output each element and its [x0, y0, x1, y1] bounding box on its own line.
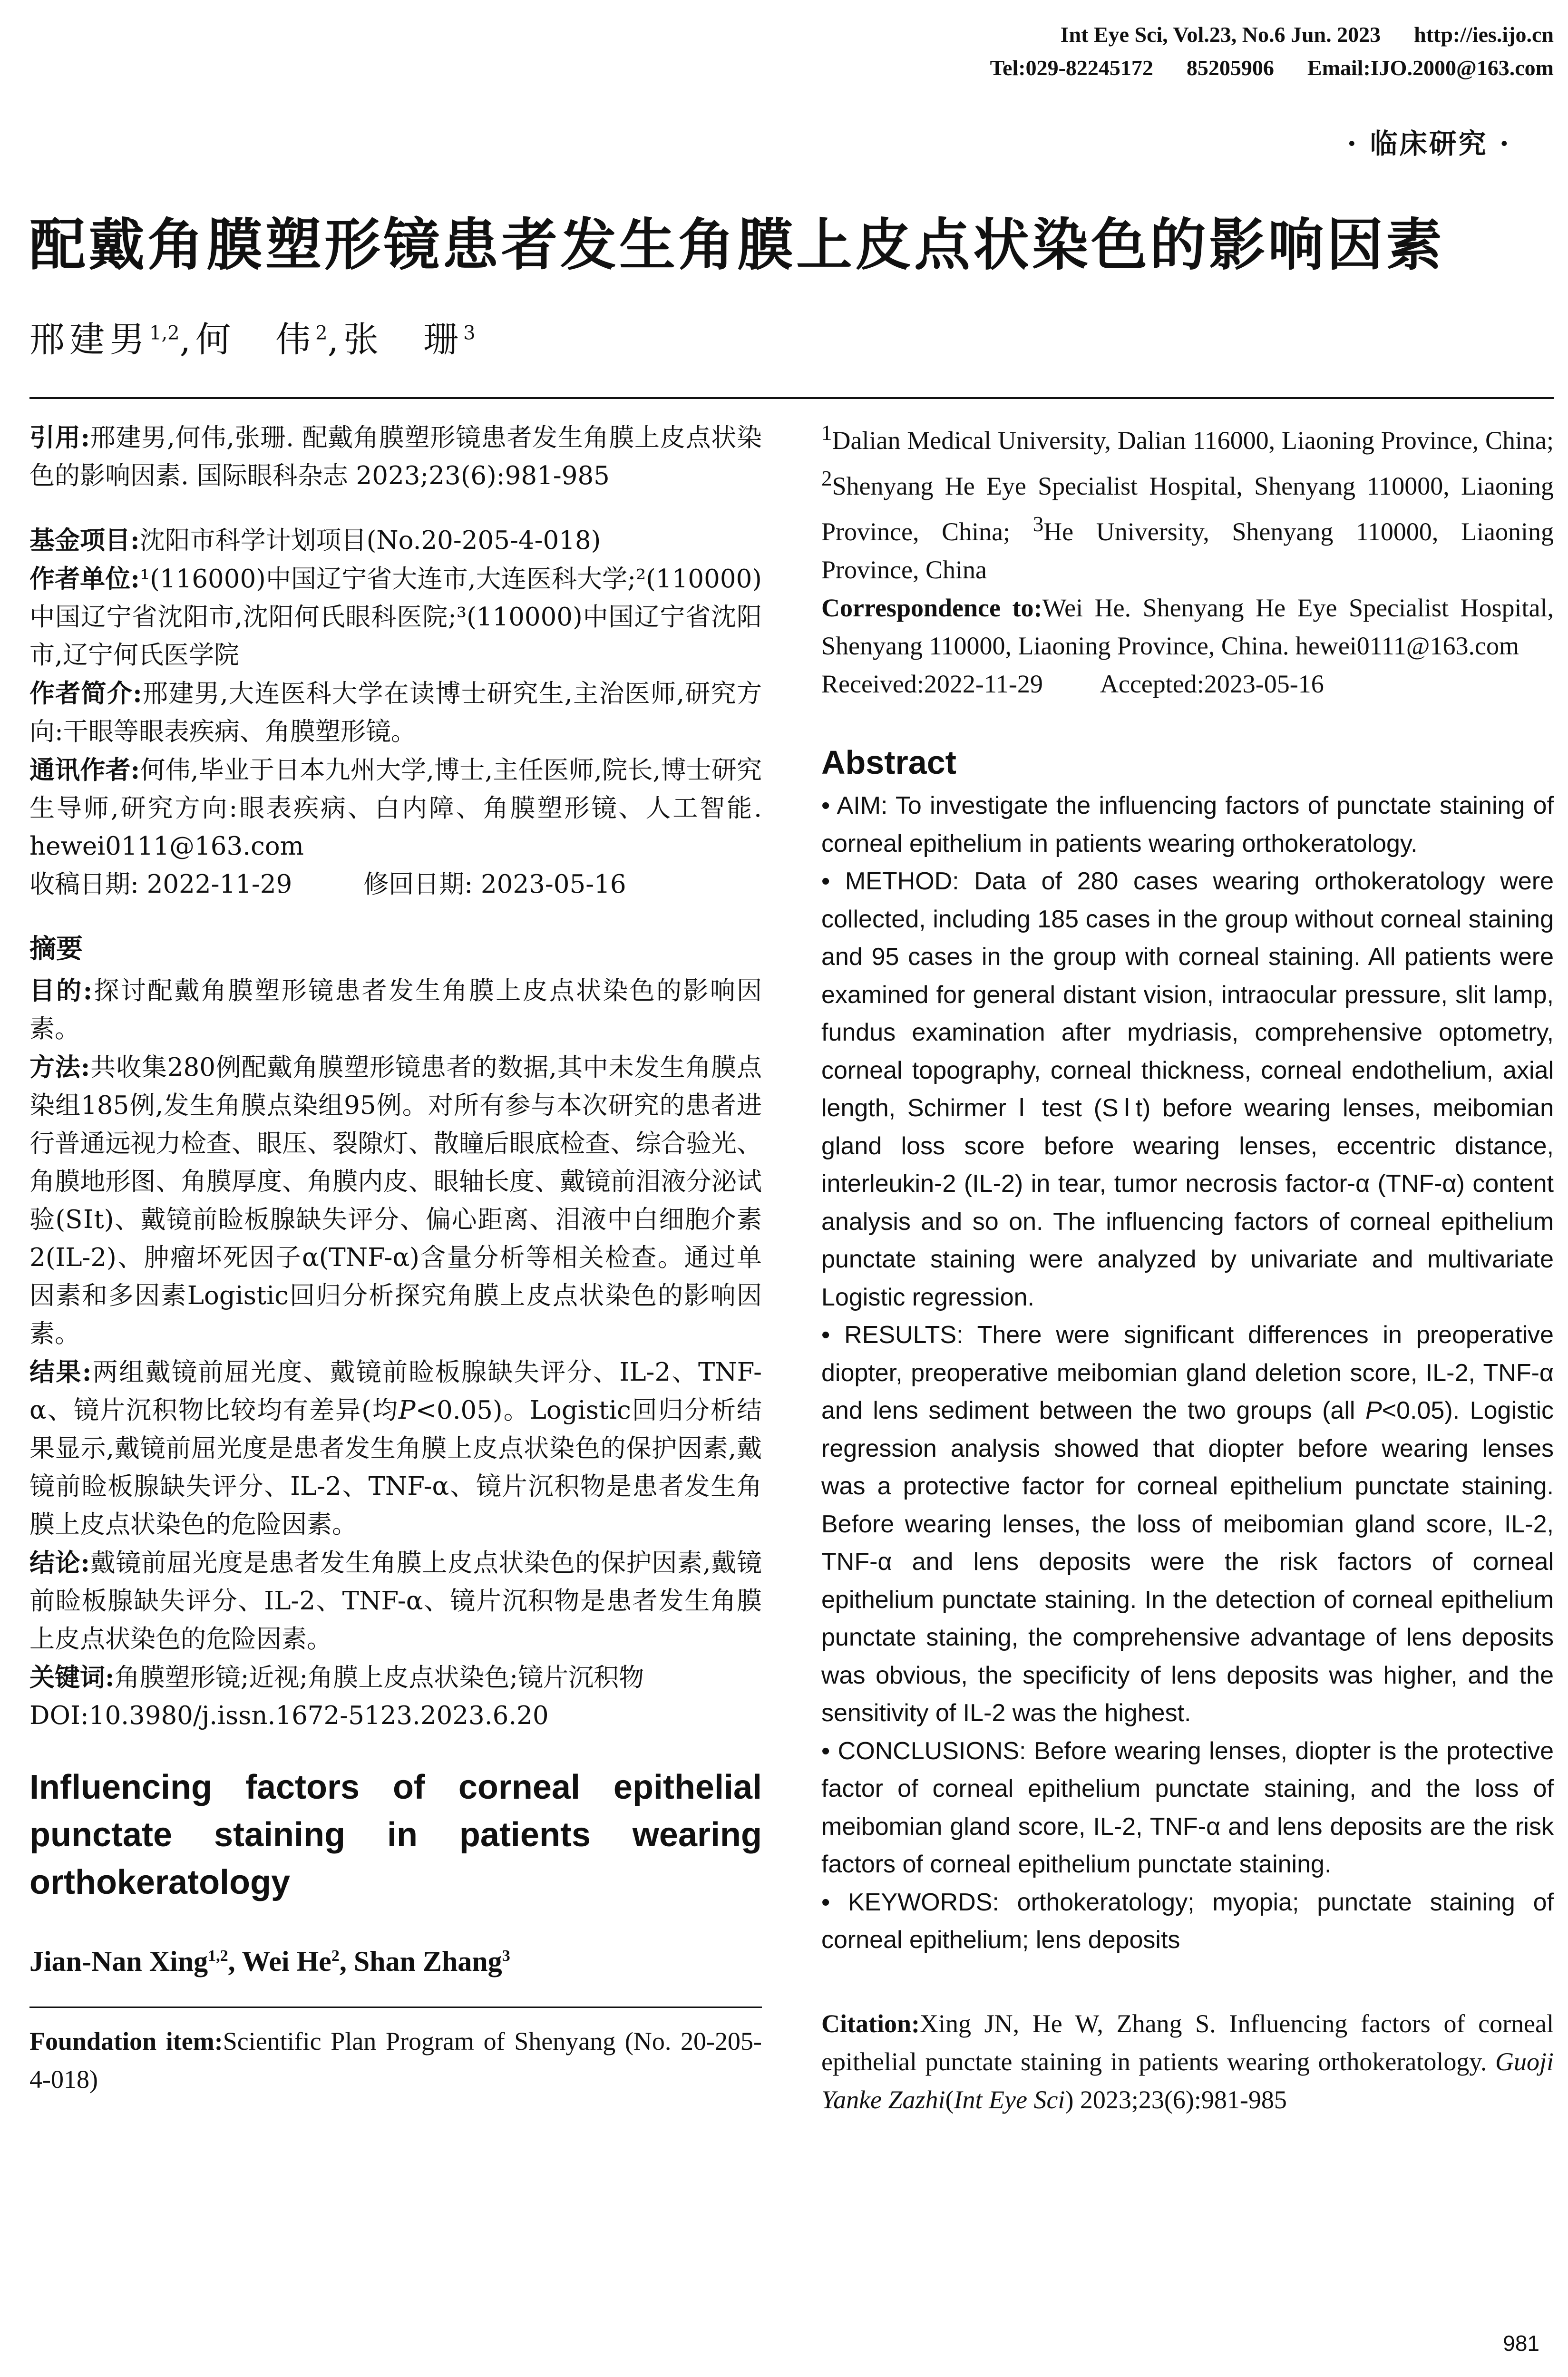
abstract-en-result: • RESULTS: There were significant differences in preoperative diopter, preoperative meibomian gland deletion score, IL-2, TNF-α and lens sediment between the two groups (all P<0.05). Logistic regression analysis showed that diopter before wearing lenses was a protective factor for corneal epithelium punctate staining. Before wearing lenses, the loss of meibomian gland score, IL-2, TNF-α and lens deposits were the risk factors of corneal epithelium punctate staining. In the detection of corneal epithelium punctate staining, the comprehensive advantage of lens deposits was obvious, the specificity of lens deposits was higher, and the sensitivity of IL-2 was the highest.	[821, 1321, 1554, 1727]
citation-cn: 引用:邢建男,何伟,张珊. 配戴角膜塑形镜患者发生角膜上皮点状染色的影响因素. 国际眼科杂志 2023;23(6):981-985	[29, 423, 762, 490]
corresponding-author: 通讯作者:何伟,毕业于日本九州大学,博士,主任医师,院长,博士研究生导师,研究方向:眼表疾病、白内障、角膜塑形镜、人工智能. hewei0111@163.com	[29, 755, 762, 861]
authors-en: Jian-Nan Xing$^{1,2}$, Wei He$^2$, Shan Zhang$^3$	[29, 1946, 510, 1977]
title-divider	[29, 397, 1554, 399]
dates-en: Received:2022-11-29 Accepted:2023-05-16	[821, 670, 1324, 698]
right-column	[821, 414, 1554, 2119]
abstract-cn-method: 方法:共收集280例配戴角膜塑形镜患者的数据,其中未发生角膜点染组185例,发生角膜点染组95例。对所有参与本次研究的患者进行普通远视力检查、眼压、裂隙灯、散瞳后眼底检查、综合验光、角膜地形图、角膜厚度、角膜内皮、眼轴长度、戴镜前泪液分泌试验(SⅠt)、戴镜前睑板腺缺失评分、偏心距离、泪液中白细胞介素2(IL-2)、肿瘤坏死因子α(TNF-α)含量分析等相关检查。通过单因素和多因素Logistic回归分析探究角膜上皮点状染色的影响因素。	[29, 1052, 762, 1348]
running-header-line2	[990, 51, 1554, 85]
author-2: ,何 伟	[179, 319, 316, 360]
citation-en: Citation:Xing JN, He W, Zhang S. Influencing factors of corneal epithelial punctate staining in patients wearing orthokeratology. Guoji Yanke Zazhi(Int Eye Sci) 2023;23(6):981-985	[821, 2009, 1554, 2114]
article-info	[29, 521, 762, 904]
author-1-aff: 1,2	[149, 322, 180, 344]
abstract-cn-result: 结果:两组戴镜前屈光度、戴镜前睑板腺缺失评分、IL-2、TNF-α、镜片沉积物比较均有差异(均P<0.05)。Logistic回归分析结果显示,戴镜前屈光度是患者发生角膜上皮点状染色的保护因素,戴镜前睑板腺缺失评分、IL-2、TNF-α、镜片沉积物是患者发生角膜上皮点状染色的危险因素。	[29, 1357, 762, 1539]
abstract-en-conclusion: • CONCLUSIONS: Before wearing lenses, diopter is the protective factor of corneal epithelium punctate staining, and the loss of meibomian gland score, IL-2, TNF-α and lens deposits are the risk factors of corneal epithelium punctate staining.	[821, 1737, 1554, 1878]
abstract-cn-keywords: 关键词:角膜塑形镜;近视;角膜上皮点状染色;镜片沉积物	[29, 1663, 644, 1692]
authors-divider	[29, 2007, 762, 2008]
running-header-line1	[1061, 18, 1554, 51]
author-3-aff: 3	[463, 322, 476, 344]
abstract-en-heading: Abstract	[821, 744, 956, 781]
dates-cn: 收稿日期: 2022-11-29 修回日期: 2023-05-16	[29, 870, 626, 899]
abstract-en-method: • METHOD: Data of 280 cases wearing orthokeratology were collected, including 185 cases in the group without corneal staining and 95 cases in the group with corneal staining. All patients were examined for general distant vision, intraocular pressure, slit lamp, fundus examination after mydriasis, comprehensive optometry, corneal topography, corneal thickness, corneal endothelium, axial length, Schirmer Ⅰ test (SⅠt) before wearing lenses, meibomian gland loss score before wearing lenses, eccentric distance, interleukin-2 (IL-2) in tear, tumor necrosis factor-α (TNF-α) content analysis and so on. The influencing factors of corneal epithelium punctate staining were analyzed by univariate and multivariate Logistic regression.	[821, 867, 1554, 1311]
author-3: ,张 珊	[327, 319, 464, 360]
journal-email: Email:IJO.2000@163.com	[1307, 56, 1554, 80]
affiliations-en: $^1$Dalian Medical University, Dalian 116000, Liaoning Province, China; $^2$Shenyang He Eye Specialist Hospital, Shenyang 110000, Liaoning Province, China; $^3$He University, Shenyang 110000, Liaoning Province, China	[821, 421, 1554, 584]
page-number: 981	[1503, 2331, 1539, 2356]
paper-title-en: Influencing factors of corneal epithelial punctate staining in patients wearing orthokeratology	[29, 1768, 762, 1901]
abstract-cn	[29, 930, 762, 1735]
authors-cn	[29, 312, 476, 362]
journal-url: http://ies.ijo.cn	[1414, 22, 1554, 47]
foundation-item: Foundation item:Scientific Plan Program of Shenyang (No. 20-205-4-018)	[29, 2027, 762, 2094]
abstract-cn-conclusion: 结论:戴镜前屈光度是患者发生角膜上皮点状染色的保护因素,戴镜前睑板腺缺失评分、IL-2、TNF-α、镜片沉积物是患者发生角膜上皮点状染色的危险因素。	[29, 1548, 762, 1654]
abstract-en-aim: • AIM: To investigate the influencing factors of punctate staining of corneal epithelium in patients wearing orthokeratology.	[821, 792, 1554, 857]
correspondence: Correspondence to:Wei He. Shenyang He Eye Specialist Hospital, Shenyang 110000, Liaoning Province, China. hewei0111@163.com	[821, 594, 1554, 660]
doi: DOI:10.3980/j.issn.1672-5123.2023.6.20	[29, 1701, 549, 1730]
section-tag: · 临床研究 ·	[1347, 127, 1511, 160]
paper-title-cn: 配戴角膜塑形镜患者发生角膜上皮点状染色的影响因素	[29, 212, 1445, 278]
author-2-aff: 2	[315, 322, 328, 344]
abstract-cn-aim: 目的:探讨配戴角膜塑形镜患者发生角膜上皮点状染色的影响因素。	[29, 976, 762, 1043]
journal-tel2: 85205906	[1186, 56, 1274, 80]
abstract-en	[821, 787, 1554, 1959]
abstract-cn-heading: 摘要	[29, 933, 83, 964]
journal-issue: Int Eye Sci, Vol.23, No.6 Jun. 2023	[1060, 22, 1381, 47]
author-bio: 作者简介:邢建男,大连医科大学在读博士研究生,主治医师,研究方向:干眼等眼表疾病、角膜塑形镜。	[29, 679, 762, 746]
abstract-en-keywords: • KEYWORDS: orthokeratology; myopia; punctate staining of corneal epithelium; lens deposits	[821, 1888, 1554, 1954]
author-1: 邢建男	[29, 319, 149, 360]
author-unit: 作者单位:¹(116000)中国辽宁省大连市,大连医科大学;²(110000)中国辽宁省沈阳市,沈阳何氏眼科医院;³(110000)中国辽宁省沈阳市,辽宁何氏医学院	[29, 564, 762, 670]
fund-item: 基金项目:沈阳市科学计划项目(No.20-205-4-018)	[29, 526, 601, 555]
left-column	[29, 419, 762, 2098]
journal-tel: Tel:029-82245172	[990, 56, 1153, 80]
